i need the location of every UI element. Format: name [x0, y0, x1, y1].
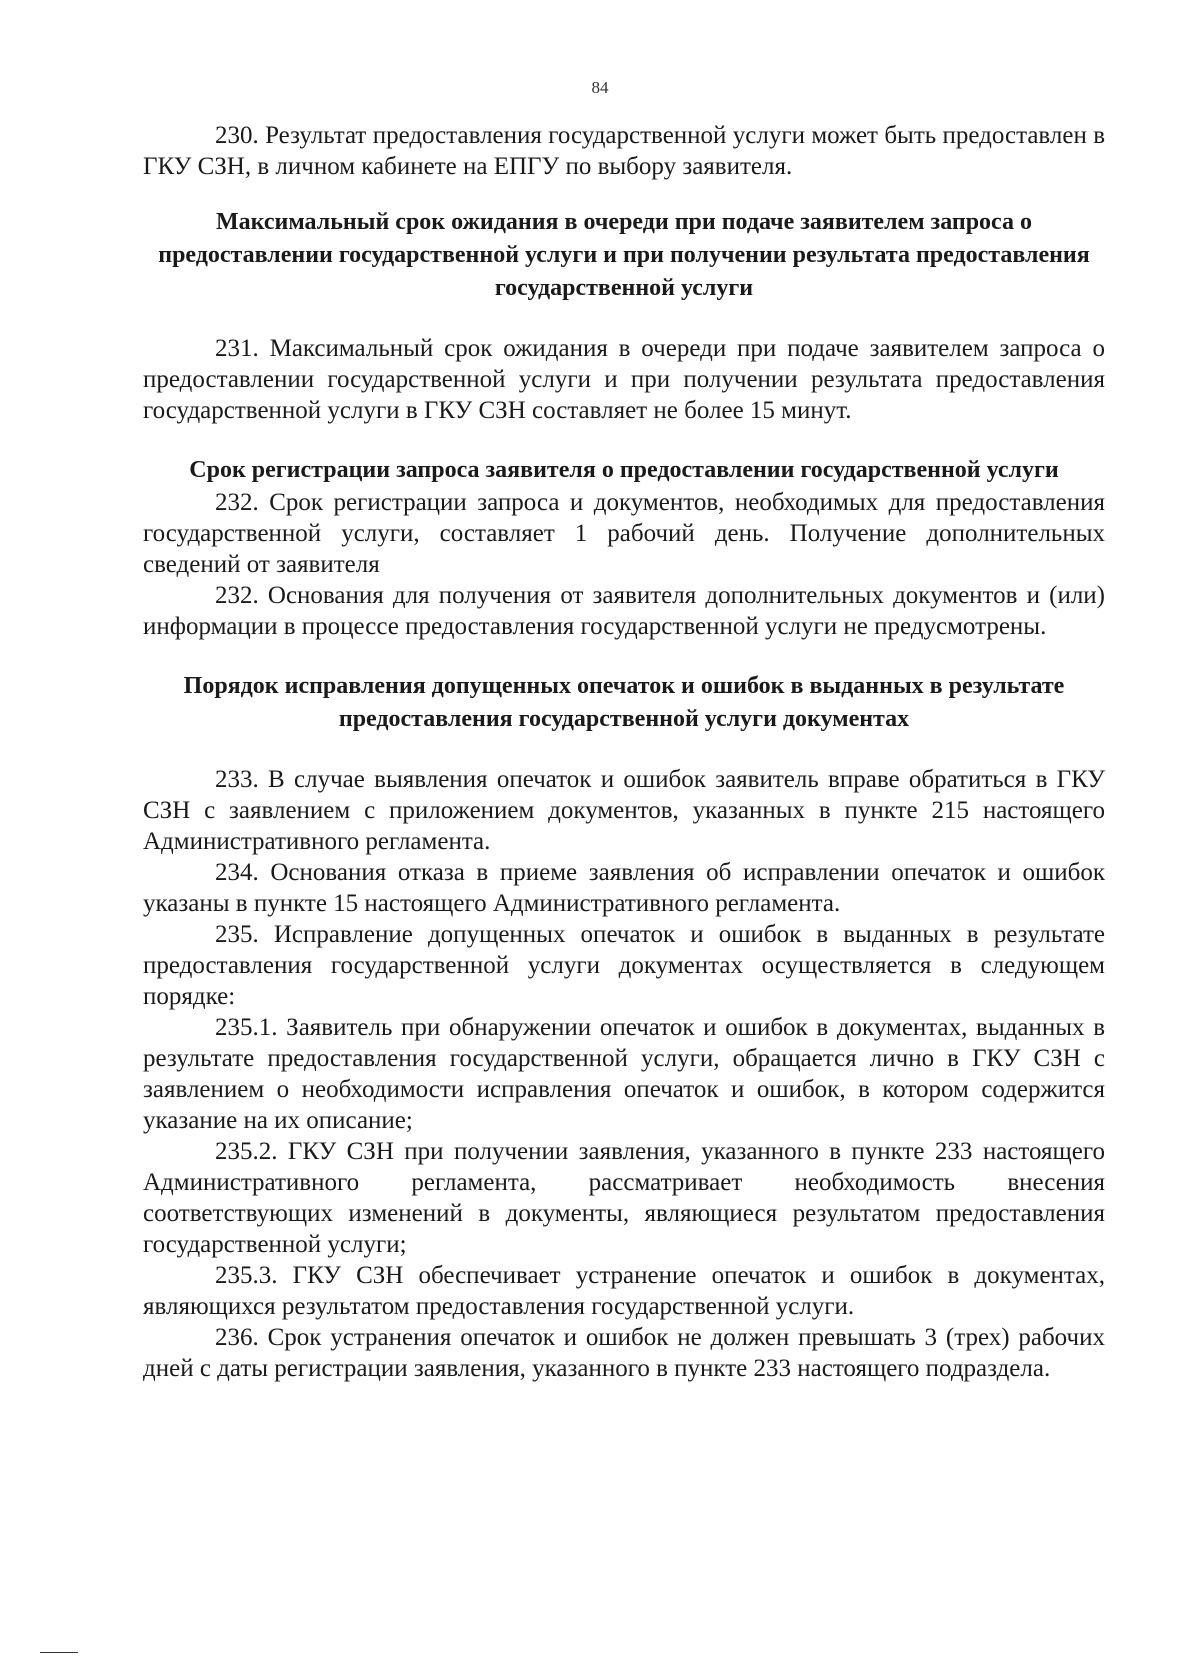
paragraph-232-grounds: 232. Основания для получения от заявителя дополнительных документов и (или) информации в процессе предоставления государственной услуги не предусмотрены.	[143, 582, 1105, 640]
section-heading-registration: Срок регистрации запроса заявителя о предоставлении государственной услуги	[189, 457, 1059, 483]
paragraph-230: 230. Результат предоставления государственной услуги может быть предоставлен в ГКУ СЗН, в личном кабинете на ЕПГУ по выбору заявителя.	[143, 122, 1105, 180]
paragraph-235: 235. Исправление допущенных опечаток и ошибок в выданных в результате предоставления государственной услуги документах осуществляется в следующем порядке:	[143, 921, 1105, 1010]
paragraph-232-term: 232. Срок регистрации запроса и документов, необходимых для предоставления государственной услуги, составляет 1 рабочий день. Получение дополнительных сведений от заявителя	[143, 489, 1105, 578]
paragraph-233: 233. В случае выявления опечаток и ошибок заявитель вправе обратиться в ГКУ СЗН с заявлением с приложением документов, указанных в пункте 215 настоящего Административного регламента.	[143, 766, 1105, 855]
paragraph-234: 234. Основания отказа в приеме заявления об исправлении опечаток и ошибок указаны в пункте 15 настоящего Административного регламента.	[143, 859, 1105, 917]
document-body	[143, 120, 1105, 1384]
section-heading-queue-time: Максимальный срок ожидания в очереди при подаче заявителем запроса о предоставлении государственной услуги и при получении результата предоставления государственной услуги	[158, 209, 1090, 301]
section-heading-corrections: Порядок исправления допущенных опечаток и ошибок в выданных в результате предоставления государственной услуги документах	[183, 673, 1065, 732]
paragraph-236: 236. Срок устранения опечаток и ошибок не должен превышать 3 (трех) рабочих дней с даты регистрации заявления, указанного в пункте 233 настоящего подраздела.	[143, 1324, 1105, 1382]
paragraph-235-1: 235.1. Заявитель при обнаружении опечаток и ошибок в документах, выданных в результате предоставления государственной услуги, обращается лично в ГКУ СЗН с заявлением о необходимости исправления опечаток и ошибок, в котором содержится указание на их описание;	[143, 1014, 1105, 1134]
paragraph-231: 231. Максимальный срок ожидания в очереди при подаче заявителем запроса о предоставлении государственной услуги и при получении результата предоставления государственной услуги в ГКУ СЗН составляет не более 15 минут.	[143, 335, 1105, 424]
page-number: 84	[591, 78, 609, 97]
paragraph-235-3: 235.3. ГКУ СЗН обеспечивает устранение опечаток и ошибок в документах, являющихся результатом предоставления государственной услуги.	[143, 1262, 1105, 1320]
paragraph-235-2: 235.2. ГКУ СЗН при получении заявления, указанного в пункте 233 настоящего Административного регламента, рассматривает необходимость внесения соответствующих изменений в документы, являющиеся результатом предоставления государственной услуги;	[143, 1138, 1105, 1258]
footer-rule	[40, 1652, 78, 1653]
